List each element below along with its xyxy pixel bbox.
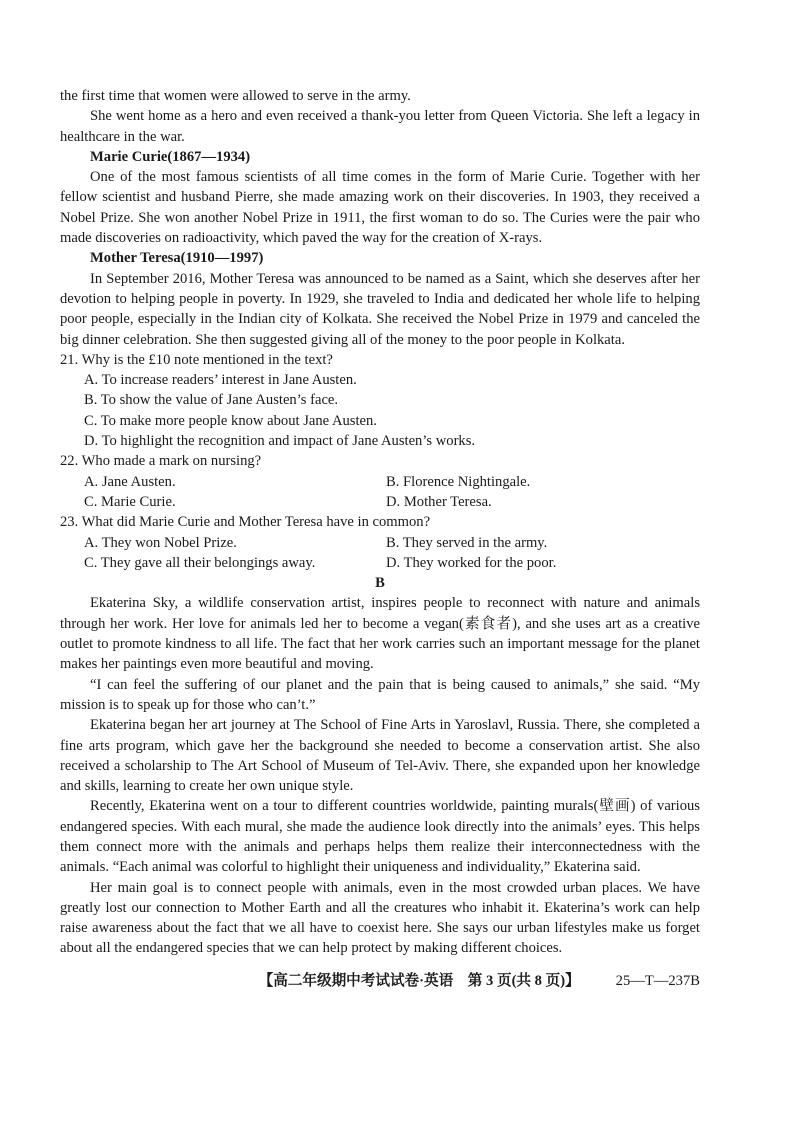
paragraph: Recently, Ekaterina went on a tour to different countries worldwide, painting murals(壁画) of various endangered species. With each mural, she made the audience look directly into the animals’ eyes. This helps them connect more with the animals and perhaps helps them realize their interconnectedness with the animals. “Each animal was colorful to highlight their uniqueness and individuality,” Ekaterina said. [60, 798, 700, 876]
paragraph: Ekaterina began her art journey at The School of Fine Arts in Yaroslavl, Russia. There, she completed a fine arts program, which gave her the background she needed to become a conservation artist. She also received a scholarship to The Art School of Museum of Tel-Aviv. There, she expanded upon her knowledge and skills, learning to create her own unique style. [60, 717, 700, 795]
question-23 [60, 512, 700, 573]
exam-page [60, 86, 700, 991]
paragraph: Her main goal is to connect people with animals, even in the most crowded urban places. We have greatly lost our connection to Mother Earth and all the creatures who inhabit it. Ekaterina’s work can help raise awareness about the fact that we all have to coexist here. She says our urban lifestyles make us forget about all the endangered species that we can help protect by making different choices. [60, 879, 700, 957]
paragraph: “I can feel the suffering of our planet and the pain that is being caused to animals,” she said. “My mission is to speak up for those who can’t.” [60, 676, 700, 713]
question-stem: 22. Who made a mark on nursing? [60, 453, 262, 470]
page-footer-title: 【高二年级期中考试试卷·英语 第 3 页(共 8 页)】 [258, 972, 580, 989]
question-stem: 23. What did Marie Curie and Mother Teresa have in common? [60, 514, 431, 531]
option: A. Jane Austen. [84, 473, 176, 490]
option: D. Mother Teresa. [386, 493, 492, 510]
option: D. They worked for the poor. [386, 554, 557, 571]
question-22 [60, 451, 700, 512]
option: B. To show the value of Jane Austen’s face. [84, 392, 339, 409]
paragraph: the first time that women were allowed to serve in the army. [60, 88, 411, 104]
question-21 [60, 350, 700, 451]
section-heading: Marie Curie(1867—1934) [90, 148, 251, 165]
option: A. To increase readers’ interest in Jane Austen. [84, 372, 357, 389]
option: D. To highlight the recognition and impact of Jane Austen’s works. [84, 433, 476, 450]
option: B. They served in the army. [386, 534, 548, 551]
section-heading: Mother Teresa(1910—1997) [90, 250, 264, 267]
paragraph: She went home as a hero and even received a thank-you letter from Queen Victoria. She left a legacy in healthcare in the war. [60, 108, 700, 145]
exam-code: 25—T—237B [615, 972, 700, 989]
option: B. Florence Nightingale. [386, 473, 531, 490]
option: C. They gave all their belongings away. [84, 554, 316, 571]
option: C. To make more people know about Jane Austen. [84, 412, 377, 429]
paragraph: In September 2016, Mother Teresa was announced to be named as a Saint, which she deserves after her devotion to helping people in poverty. In 1929, she traveled to India and dedicated her whole life to helping poor people, especially in the Indian city of Kolkata. She received the Nobel Prize in 1979 and canceled the big dinner celebration. She then suggested giving all of the money to the poor people in Kolkata. [60, 270, 700, 348]
paragraph: Ekaterina Sky, a wildlife conservation artist, inspires people to reconnect with nature and animals through her work. Her love for animals led her to become a vegan(素食者), and she uses art as a creative outlet to promote kindness to all life. The fact that her work carries such an important message for the planet makes her paintings even more beautiful and moving. [60, 595, 700, 673]
question-stem: 21. Why is the £10 note mentioned in the text? [60, 351, 333, 368]
passage-label: B [375, 575, 385, 592]
option: A. They won Nobel Prize. [84, 534, 237, 551]
option: C. Marie Curie. [84, 493, 176, 510]
paragraph: One of the most famous scientists of all time comes in the form of Marie Curie. Together with her fellow scientist and husband Pierre, she made amazing work on their discoveries. In 1903, they received a Nobel Prize. She won another Nobel Prize in 1911, the first woman to do so. The Curies were the pair who made discoveries on radioactivity, which paved the way for the creation of X-rays. [60, 169, 700, 247]
page-footer [60, 971, 700, 991]
